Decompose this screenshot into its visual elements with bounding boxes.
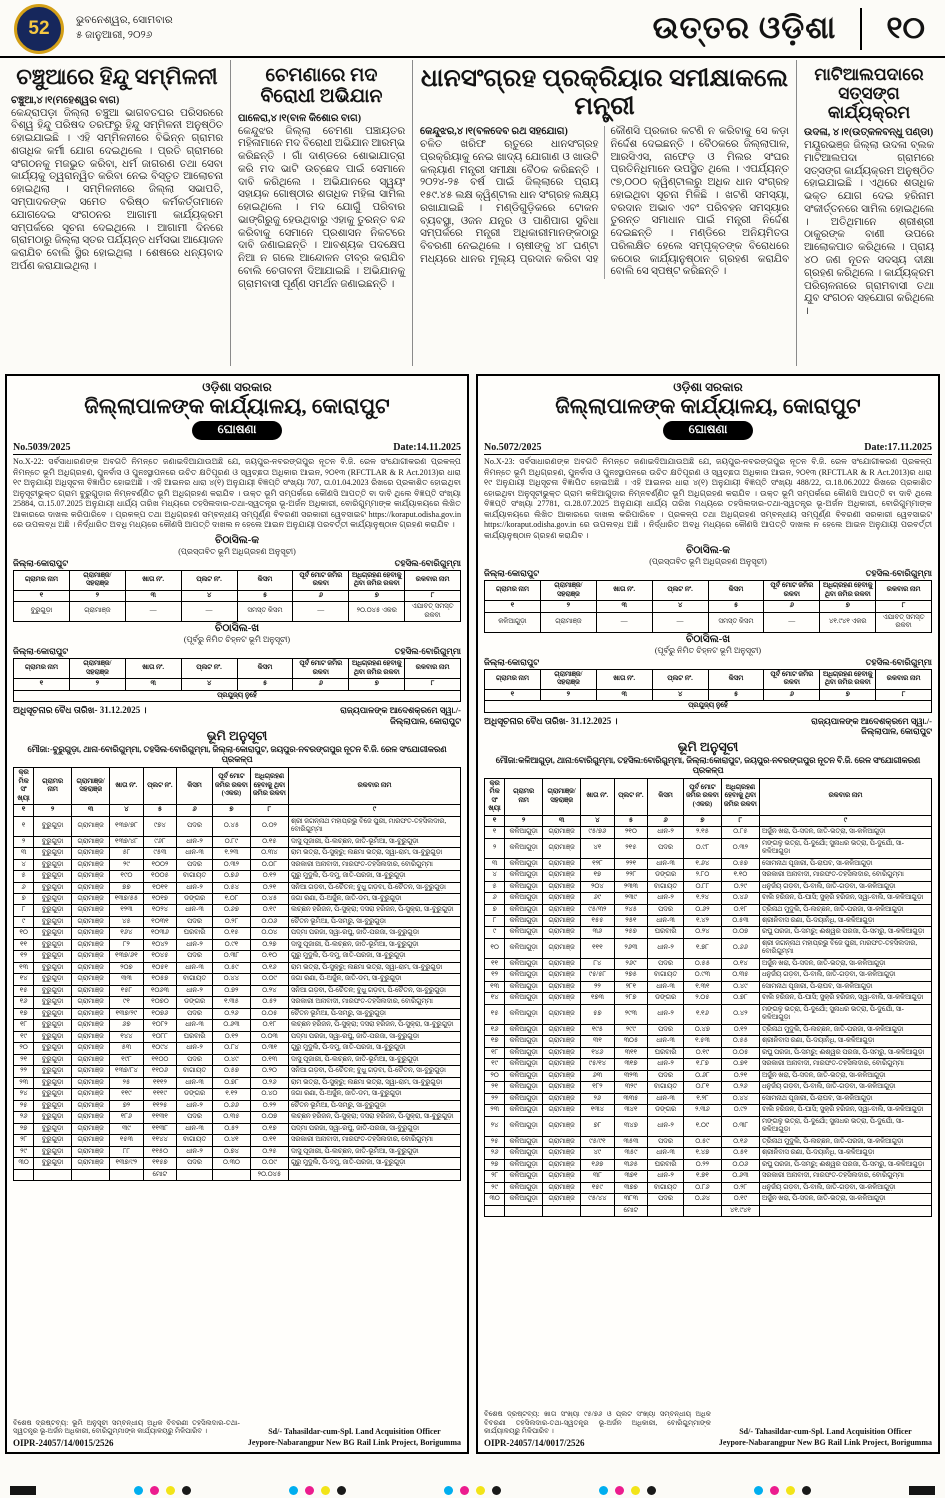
table-row: ୧ ୨ ୩ ୪ ୫ ୬ ୭ ୮ [14, 590, 461, 601]
signature-block [248, 1427, 461, 1448]
table-row: ୨ ବୁରୁଗୁଡ଼ା ଗ୍ରାମାଞ୍ଜ ୧୩୭/୪୮ ୯୬୮ ଧାନ-୨ ୦.୮୯ ୦.୧୫ ଦାସୁ ପୂଜାରୀ, ପି-ଲଚ୍ଛନ, ଜାତି-ଭୂମିଆ, ସା-ବୁରୁଗୁଡ଼ା [14, 836, 461, 847]
land-schedule-title: ଭୂମି ଅନୁସୂଚୀ [206, 729, 268, 744]
table-row: ୨୪ ବୁରୁଗୁଡ଼ା ଗ୍ରାମାଞ୍ଜ ୧୧୯ ୧୧୧୯ ଡଙ୍ଗର ୧.୧୨ ୦.୪୦ ଜଗା ରଣା, ପି-ଅର୍ଜୁନ, ଜାତି-ଡମ, ସା-ବୁରୁଗୁଡ଼ା [14, 1089, 461, 1100]
table-row: ୨୨ କଳିଆଗୁଡ଼ା ଗ୍ରାମାଞ୍ଜ ୨୬ ୩୩୫ ଧାନ-୩ ୧.୨୮ ୦.୪୪ ସୋମନାଥ ପୂଜାରୀ, ପି-ରାଘବ, ସା-କଳିଆଗୁଡ଼ା [485, 1093, 932, 1104]
notice-date: Date:17.11.2025 [864, 442, 932, 454]
order-signature [811, 716, 932, 737]
table-row: ୨୧ ବୁରୁଗୁଡ଼ା ଗ୍ରାମାଞ୍ଜ ୧୯୮ ୧୧୦୦ ପଦର ୦.୪୯ ୦.୧୩ ଦାସୁ ପୂଜାରୀ, ପି-ଲଚ୍ଛନ, ଜାତି-ଭୂମିଆ, ସା-ବୁରୁଗୁଡ଼ା [14, 1054, 461, 1065]
article-body: କେନ୍ଦ୍ରାପଡ଼ା ଜିଲ୍ଲା ଚଞ୍ଚୁଆ ଭାଗବତଘର ପରିସରରେ ବିଶ୍ୱ ହିନ୍ଦୁ ପରିଷଦ ତରଫରୁ ହିନ୍ଦୁ ସମ୍ମିଳନୀ ଅନୁଷ୍ଠିତ ହୋଇଯାଇଛି । ଏହି ସମ୍ମିଳନୀରେ ବିଭିନ୍ନ ଗ୍ରାମର ଶତାଧିକ କର୍ମୀ ଯୋଗ ଦେଇଥିଲେ । ପ୍ରତି ଗ୍ରାମରେ ସଂଗଠନକୁ ମଜଭୁତ କରିବା, ଧର୍ମ ଜାଗରଣ ତଥା ସେବା କାର୍ଯ୍ୟକୁ ତ୍ୱରାନ୍ୱିତ କରିବା ନେଇ ବିସ୍ତୃତ ଆଲୋଚନା ହୋଇଥିଲା । ସମ୍ମିଳନୀରେ ଜିଲ୍ଲା ସଭାପତି, ସମ୍ପାଦକଙ୍କ ସମେତ ବରିଷ୍ଠ କର୍ମକର୍ତ୍ତାମାନେ ଯୋଗଦେଇ ସଂଗଠନର ଆଗାମୀ କାର୍ଯ୍ୟକ୍ରମ ସମ୍ପର୍କରେ ସୂଚନା ଦେଇଥିଲେ । ଆଗାମୀ ଦିନରେ ଗ୍ରାମଠାରୁ ଜିଲ୍ଲା ସ୍ତର ପର୍ଯ୍ୟନ୍ତ ଧର୍ମସଭା ଆୟୋଜନ କରାଯିବ ବୋଲି ସ୍ଥିର ହୋଇଥିଲା । ଶେଷରେ ଧନ୍ୟବାଦ ଅର୍ପଣ କରାଯାଇଥିଲା । [11, 107, 223, 272]
table-row: ଗ୍ରାମର ନାମ ଗ୍ରାମାଞ୍ଜ/ ସହରାଞ୍ଜ ଖାତା ନଂ. ପ୍ଲଟ ନଂ. କିସମ ପୂର୍ବ ମୋଟ ଜମିର ରକବା ଅଧିଗ୍ରହଣ ହେବାକୁ ଥିବା ଜମିର ରକବା ରକବାର ନାମ [14, 570, 461, 590]
land-schedule-table [13, 767, 461, 1181]
table-row: ୧୫ କଳିଆଗୁଡ଼ା ଗ୍ରାମାଞ୍ଜ ୫୭ ୨୯୩ ଧାନ-୨ ୧.୧୬ ୦.୪୨ ମଙ୍ଗଳୁ ଭତ୍ରା, ପି-ଦୁର୍ଯୋ; ସୁନାଧର ଭତ୍ରା, ପି-ଦୁର୍ଯୋ, ସା-କଳିଆଗୁଡ଼ା [485, 1004, 932, 1024]
article-headline: ମାଟିଆଲପଦାରେ ସତ୍ସଙ୍ଗ କାର୍ଯ୍ୟକ୍ରମ [814, 65, 924, 123]
table-row: ୧୦ ବୁରୁଗୁଡ଼ା ଗ୍ରାମାଞ୍ଜ ୧୬୪ ୧୦୩୬ ଘରବାରି ୦.୧୫ ୦.୦୪ ପଦ୍ମା ପରଜା, ସ୍ୱା-ରଘୁ, ଜାତି-ପରଜା, ସା-ବୁରୁଗୁଡ଼ା [14, 928, 461, 939]
article-paddy-review [412, 60, 796, 366]
registration-dot-group [444, 1486, 501, 1495]
oipr-number: OIPR-24057/14/0015/2526 [13, 1438, 114, 1448]
registration-dot-group [134, 1486, 191, 1495]
collector-line: ଜିଲ୍ଲାପାଳ, କୋରାପୁଟ [861, 726, 932, 737]
article-liquor-campaign [230, 60, 412, 366]
table-row: ୨୭ ବୁରୁଗୁଡ଼ା ଗ୍ରାମାଞ୍ଜ ୩୯ ୧୧୩୮ ଧାନ-୩ ୦.୫୨ ୦.୧୭ ପଦ୍ମା ପରଜା, ସ୍ୱା-ରଘୁ, ଜାତି-ପରଜା, ସା-ବୁରୁଗୁଡ଼ା [14, 1123, 461, 1134]
schedule-a-title: ଚିଠାସିଲ-କ [214, 534, 260, 546]
table-row: ୨୯ କଳିଆଗୁଡ଼ା ଗ୍ରାମାଞ୍ଜ ୧୫୯ ୩୭୭ ବାଗାୟତ ୦.୮୬ ୦.୨୮ ଧନୁର୍ଜୟ ଗଡ଼ବା, ପି-ବାଲି, ଜାତି-ଗଡ଼ବା, ସା-କଳିଆଗୁଡ଼ା [485, 1182, 932, 1193]
article-headline: ଧାନସଂଗ୍ରହ ପ୍ରକ୍ରିୟାର ସମୀକ୍ଷାକଲେ ମନ୍ତ୍ରୀ [420, 65, 789, 120]
table-row: ୧୫ ବୁରୁଗୁଡ଼ା ଗ୍ରାମାଞ୍ଜ ୧୫୮ ୧୦୬୩ ଧାନ-୨ ୦.୭୨ ୦.୨୪ ସନିଆ ଗଡ଼ବା, ପି-ଚୈତନ; ବୁଧୁ ଗଡ଼ବା, ପି-ଚୈତନ, ସା-ବୁରୁଗୁଡ଼ା [14, 985, 461, 996]
table-row: ୯ କଳିଆଗୁଡ଼ା ଗ୍ରାମାଞ୍ଜ ୩୬ ୨୫୭ ଘରବାରି ୦.୨୪ ୦.୦୭ ରଘୁ ପରଜା, ପି-ସମରୁ; ଈଶ୍ୱର ପରଜା, ପି-ସମରୁ, ସା-କଳିଆଗୁଡ଼ା [485, 927, 932, 938]
registration-dot [476, 1486, 485, 1495]
table-row: ୨୬ ବୁରୁଗୁଡ଼ା ଗ୍ରାମାଞ୍ଜ ୧୮୬ ୧୧୩୧ ପଦର ୦.୩୫ ୦.୦୭ ଲଚ୍ଛନ ହରିଜନ, ପି-ସୁକ୍ରା; ଦସରା ହରିଜନ, ପି-ସୁକ୍ରା, ସା-ବୁରୁଗୁଡ଼ା [14, 1112, 461, 1123]
schedule-b-title: ଚିଠାସିଲ-ଖ [685, 633, 731, 645]
table-row: ୨୮ କଳିଆଗୁଡ଼ା ଗ୍ରାମାଞ୍ଜ ୩୮ ୩୭୧ ଧାନ-୨ ୧.୭୧ ୦.୬୩ ସରକାରୀ ଅନାବାଦୀ, ମାରଫତ-ତହସିଲଦାର, ବୋରିଗୁମ୍ମା [485, 1171, 932, 1182]
schedule-a-title: ଚିଠାସିଲ-କ [685, 545, 731, 557]
table-row: ୧୪ ବୁରୁଗୁଡ଼ା ଗ୍ରାମାଞ୍ଜ ୩୩ ୧୦୫୭ ବାଗାୟତ ୦.୪୪ ୦.୦୯ ଜଗା ରଣା, ପି-ଅର୍ଜୁନ, ଜାତି-ଡମ, ସା-ବୁରୁଗୁଡ଼ା [14, 974, 461, 985]
table-row: ଗ୍ରାମର ନାମ ଗ୍ରାମାଞ୍ଜ/ ସହରାଞ୍ଜ ଖାତା ନଂ. ପ୍ଲଟ ନଂ. କିସମ ପୂର୍ବ ମୋଟ ଜମିର ରକବା ଅଧିଗ୍ରହଣ ହେବାକୁ ଥିବା ଜମିର ରକବା ରକବାର ନାମ [485, 669, 932, 689]
govt-notice-right [476, 374, 940, 1454]
place-day: ଭୁବନେଶ୍ୱର, ସୋମବାର [76, 15, 173, 27]
sd-officer: Sd/- Tahasildar-cum-Spl. Land Acquisition Officer [268, 1427, 441, 1437]
table-row: ୧ କଳିଆଗୁଡ଼ା ଗ୍ରାମାଞ୍ଜ ୯୫/୭୬ ୨୧୦ ଧାନ-୨ ୨.୧୫ ୦.୮୫ ଅର୍ଜୁନ ଖରା, ପି-ସଦନ, ଜାତି-ଭତ୍ରା, ସା-କଳିଆଗୁଡ଼ା [485, 827, 932, 838]
schedule-b-subtitle: (ପୂର୍ବରୁ ନିମିତ ଚିହ୍ନଟ ଭୂମି ଅନୁସୂଚୀ) [183, 635, 291, 645]
registration-dot-group [599, 1486, 656, 1495]
table-row: ୨୦ କଳିଆଗୁଡ଼ା ଗ୍ରାମାଞ୍ଜ ୬୩ ୩୨୩ ପଦର ୦.୬୮ ୦.୨୧ ଅର୍ଜୁନ ଖରା, ପି-ସଦନ, ଜାତି-ଭତ୍ରା, ସା-କଳିଆଗୁଡ଼ା [485, 1070, 932, 1081]
schedule-b-table [484, 669, 932, 713]
table-row: ୨୧ କଳିଆଗୁଡ଼ା ଗ୍ରାମାଞ୍ଜ ୧୮୨ ୩୨୯ ବାଗାୟତ ୦.୮୧ ୦.୨୬ ଧନୁର୍ଜୟ ଗଡ଼ବା, ପି-ବାଲି, ଜାତି-ଗଡ଼ବା, ସା-କଳିଆଗୁଡ଼ା [485, 1082, 932, 1093]
table-row: ମୋଟ ୪୧.୯୪୧ [485, 1205, 932, 1216]
table-row: ୭ କଳିଆଗୁଡ଼ା ଗ୍ରାମାଞ୍ଜ ୯୫/୩୨ ୨୪୫ ପଦର ୦.୬୨ ୦.୧୮ ତ୍ରିନାଥ ମୁଦୁଲି, ପି-ଲଚ୍ଛନ, ଜାତି-ପରଜା, ସା-କଳିଆଗୁଡ଼ା [485, 904, 932, 915]
registration-dot-group [754, 1486, 811, 1495]
registration-dot [460, 1486, 469, 1495]
office-title: ଜିଲ୍ଲାପାଳଙ୍କ କାର୍ଯ୍ୟାଳୟ, କୋରାପୁଟ [84, 394, 390, 418]
signature-block [719, 1427, 932, 1448]
government-line: ଓଡ଼ିଶା ସରକାର [202, 380, 272, 394]
schedule-b-table [13, 658, 461, 702]
registration-dot [321, 1486, 330, 1495]
table-row: ୬ କଳିଆଗୁଡ଼ା ଗ୍ରାମାଞ୍ଜ ୬୯ ୨୩୯ ଧାନ-୨ ୧.୨୪ ୦.୪୬ ବାଲି ହରିଜନ, ପି-ଘାସି; ସୁକ୍ରି ହରିଜନ, ସ୍ୱା-ବାଲି, ସା-କଳିଆଗୁଡ଼ା [485, 893, 932, 904]
table-row: ୧୧ କଳିଆଗୁଡ଼ା ଗ୍ରାମାଞ୍ଜ ୮୪ ୨୬୯ ପଦର ୦.୫୫ ୦.୧୪ ଅର୍ଜୁନ ଖରା, ପି-ସଦନ, ଜାତି-ଭତ୍ରା, ସା-କଳିଆଗୁଡ଼ା [485, 958, 932, 969]
table-row: କ୍ରମିକ ସଂଖ୍ୟା ଗ୍ରାମର ନାମ ଗ୍ରାମାଞ୍ଜ/ ସହରାଞ୍ଜ ଖାତା ନଂ. ପ୍ଲଟ ନଂ. କିସମ ପୂର୍ବ ମୋଟ ଜମିର ରକବା (ଏକର) ଅଧିଗ୍ରହଣ ହେବାକୁ ଥିବା ଜମିର ରକବା ରକବାର ନାମ [14, 768, 461, 805]
table-row: ୧୪ କଳିଆଗୁଡ଼ା ଗ୍ରାମାଞ୍ଜ ୧୭୩ ୨୮୭ ଡଙ୍ଗର ୨.୦୫ ୦.୭୮ ବାଲି ହରିଜନ, ପି-ଘାସି; ସୁକ୍ରି ହରିଜନ, ସ୍ୱା-ବାଲି, ସା-କଳିଆଗୁଡ଼ା [485, 993, 932, 1004]
article-byline: ପାଳେରା,୪।୧(ବାଳ କିଶୋର ବାଗ) [238, 112, 362, 124]
tahasil-label: ତହସିଲ-ବୋରିଗୁମ୍ମା [394, 557, 461, 568]
table-row: ୯ ବୁରୁଗୁଡ଼ା ଗ୍ରାମାଞ୍ଜ ୪୫ ୧୦୩୧ ପଦର ୦.୨୮ ୦.୦୬ ଚୈତନ ଭୂମିଆ, ପି-ସମରୁ, ସା-ବୁରୁଗୁଡ଼ା [14, 916, 461, 927]
sd-officer: Sd/- Tahasildar-cum-Spl. Land Acquisition Officer [739, 1427, 912, 1437]
schedule-b-title: ଚିଠାସିଲ-ଖ [214, 623, 260, 635]
table-row: ୭ ବୁରୁଗୁଡ଼ା ଗ୍ରାମାଞ୍ଜ ୧୩୭/୫୫ ୧୦୧୭ ଡଙ୍ଗର ୧.୦୮ ୦.୪୫ ଜଗା ରଣା, ପି-ଅର୍ଜୁନ, ଜାତି-ଡମ, ସା-ବୁରୁଗୁଡ଼ା [14, 893, 461, 904]
order-line: ରାଜ୍ୟପାଳଙ୍କ ଆଦେଶକ୍ରମେ ସ୍ୱା./- [811, 715, 932, 726]
registration-dot [615, 1486, 624, 1495]
registration-dot-group [289, 1486, 346, 1495]
registration-dot [770, 1486, 779, 1495]
table-row: ୩୦ କଳିଆଗୁଡ଼ା ଗ୍ରାମାଞ୍ଜ ୯୫/୪୪ ୩୮୩ ପଦର ୦.୬୪ ୦.୧୯ ଅର୍ଜୁନ ଖରା, ପି-ସଦନ, ଜାତି-ଭତ୍ରା, ସା-କଳିଆଗୁଡ଼ା [485, 1194, 932, 1205]
land-schedule-title: ଭୂମି ଅନୁସୂଚୀ [677, 739, 739, 754]
registration-bar [909, 1486, 935, 1495]
table-row: ୫ ବୁରୁଗୁଡ଼ା ଗ୍ରାମାଞ୍ଜ ୧୯୦ ୧୦୦୫ ବାଗାୟତ ୦.୭୬ ୦.୧୨ ଗୁରୁ ମୁଦୁଲି, ପି-ଦମୁ, ଜାତି-ପରଜା, ସା-ବୁରୁଗୁଡ଼ା [14, 871, 461, 882]
article-body: ଚଳିତ ଖରିଫ ଋତୁରେ ଧାନସଂଗ୍ରହ ପ୍ରକ୍ରିୟାକୁ ନେଇ ଖାଦ୍ୟ ଯୋଗାଣ ଓ ଖାଉଟି କଲ୍ୟାଣ ମନ୍ତ୍ରୀ ସମୀକ୍ଷା ବୈଠକ କରିଛନ୍ତି । ୨୦୨୪-୨୫ ବର୍ଷ ପାଇଁ ଜିଲ୍ଲାରେ ପ୍ରାୟ ୧୫୯.୪୫ ଲକ୍ଷ କ୍ୱିଣ୍ଟାଲ ଧାନ ସଂଗ୍ରହ ଲକ୍ଷ୍ୟ ରଖାଯାଇଛି । ମଣ୍ଡିଗୁଡ଼ିକରେ ଟୋକନ ବ୍ୟବସ୍ଥା, ଓଜନ ଯନ୍ତ୍ର ଓ ପାଣିପାଗ ସୁବିଧା ସମ୍ପର୍କରେ ମନ୍ତ୍ରୀ ଅଧିକାରୀମାନଙ୍କଠାରୁ ବିବରଣୀ ନେଇଥିଲେ । ଚାଷୀଙ୍କୁ ୪୮ ଘଣ୍ଟା ମଧ୍ୟରେ ଧାନର ମୂଲ୍ୟ ପ୍ରଦାନ କରିବା ସହ କୌଣସି ପ୍ରକାର କଟଣି ନ କରିବାକୁ ସେ କଡ଼ା ନିର୍ଦ୍ଦେଶ ଦେଇଛନ୍ତି । ବୈଠକରେ ଜିଲ୍ଲାପାଳ, ଆରସିଏସ, ନାଫେଡ଼ ଓ ମିଲର ସଂଘର ପ୍ରତିନିଧିମାନେ ଉପସ୍ଥିତ ଥିଲେ । ଏପର୍ଯ୍ୟନ୍ତ ୯୭,୦୦୦ କ୍ୱିଣ୍ଟାଲରୁ ଅଧିକ ଧାନ ସଂଗ୍ରହ ହୋଇଥିବା ସୂଚନା ମିଳିଛି । ଖଟଣି ସମସ୍ୟା, ବରଦାନ ଅଭାବ ଏବଂ ପରିବହନ ସମସ୍ୟାର ତୁରନ୍ତ ସମାଧାନ ପାଇଁ ମନ୍ତ୍ରୀ ନିର୍ଦ୍ଦେଶ ଦେଇଛନ୍ତି । ମଣ୍ଡିରେ ଅନିୟମିତତା ପରିଲକ୍ଷିତ ହେଲେ ସମ୍ପୃକ୍ତଙ୍କ ବିରୋଧରେ କଠୋର କାର୍ଯ୍ୟାନୁଷ୍ଠାନ ଗ୍ରହଣ କରାଯିବ ବୋଲି ସେ ସ୍ପଷ୍ଟ କରିଛନ୍ତି । [420, 126, 789, 278]
notice-body: No.X-22: ସର୍ବସାଧାରଣଙ୍କ ଅବଗତି ନିମନ୍ତେ ଜଣାଇଦିଆଯାଉଅଛି ଯେ, ଜୟପୁର-ନବରଙ୍ଗପୁର ନୂତନ ବି.ଜି. ରେଳ ସଂଯୋଗୀକରଣ ପ୍ରକଳ୍ପ ନିମନ୍ତେ ଭୂମି ଅଧିଗ୍ରହଣ, ପୁନର୍ବାସ ଓ ପୁନଃସ୍ଥାପନରେ ଉଚିତ କ୍ଷତିପୂରଣ ଓ ସ୍ୱଚ୍ଛତା ଅଧିକାର ଆଇନ, ୨୦୧୩ (RFCTLAR & R Act.2013)ର ଧାରା ୧୯ ଅନୁଯାୟୀ ଅଧିସୂଚନା ବିଜ୍ଞାପିତ ହୋଇଅଛି । ଏହି ଆଇନର ଧାରା ୪(୧) ଅନୁଯାୟୀ ବିଜ୍ଞପ୍ତି ସଂଖ୍ୟା 707, ତା.01.04.2023 ରିଖରେ ପ୍ରକାଶିତ ହୋଇଥିବା ଅନୁସୂଚୀଭୁକ୍ତ ଗ୍ରାମ ବୁରୁଗୁଡ଼ାର ନିମ୍ନବର୍ଣ୍ଣିତ ଭୂମି ଅଧିଗ୍ରହଣ କରାଯିବ । ଉକ୍ତ ଭୂମି ସମ୍ପର୍କରେ କୌଣସି ଆପତ୍ତି ବା ଦାବି ଥିଲେ ବିଜ୍ଞପ୍ତି ସଂଖ୍ୟା 25884, ତା.15.07.2025 ଅନୁଯାୟୀ ଧାର୍ଯ୍ୟ ତାରିଖ ମଧ୍ୟରେ ତହସିଲଦାର-ତଥା-ସ୍ୱତନ୍ତ୍ର ଭୂ-ଅର୍ଜନ ଅଧିକାରୀ, ବୋରିଗୁମ୍ମାଙ୍କ କାର୍ଯ୍ୟାଳୟରେ ଲିଖିତ ଆକାରରେ ଦାଖଲ କରିପାରିବେ । ପ୍ରକଳ୍ପ ତଥା ଅଧିଗ୍ରହଣ ସମ୍ବନ୍ଧୀୟ ସମ୍ପୂର୍ଣ୍ଣ ବିବରଣୀ ସରକାରୀ ୱେବସାଇଟ https://koraput.odisha.gov.in ରେ ଉପଲବ୍ଧ ଅଛି । ନିର୍ଦ୍ଧାରିତ ଅବଧି ମଧ୍ୟରେ କୌଣସି ଆପତ୍ତି ଦାଖଲ ନ ହେଲେ ଆଇନ ଅନୁଯାୟୀ ପରବର୍ତ୍ତୀ କାର୍ଯ୍ୟାନୁଷ୍ଠାନ ଗ୍ରହଣ କରାଯିବ । [13, 457, 461, 530]
table-row: ପ୍ରଯୁଜ୍ୟ ନୁହେଁ [14, 690, 461, 701]
table-row: ୧୯ ବୁରୁଗୁଡ଼ା ଗ୍ରାମାଞ୍ଜ ୧୪୪ ୧୦୮୮ ଘରବାରି ୦.୧୨ ୦.୦୩ ପଦ୍ମା ପରଜା, ସ୍ୱା-ରଘୁ, ଜାତି-ପରଜା, ସା-ବୁରୁଗୁଡ଼ା [14, 1031, 461, 1042]
registration-dot [289, 1486, 298, 1495]
registration-dot [802, 1486, 811, 1495]
government-line: ଓଡ଼ିଶା ସରକାର [673, 380, 743, 394]
table-row: ୮ ବୁରୁଗୁଡ଼ା ଗ୍ରାମାଞ୍ଜ ୧୨୩ ୧୦୨୪ ଧାନ-୩ ୦.୬୭ ୦.୧୯ ଲଚ୍ଛନ ହରିଜନ, ପି-ସୁକ୍ରା; ଦସରା ହରିଜନ, ପି-ସୁକ୍ରା, ସା-ବୁରୁଗୁଡ଼ା [14, 905, 461, 916]
table-row: ବୁରୁଗୁଡ଼ା ଗ୍ରାମାଞ୍ଜ — — ସମସ୍ତ କିସମ — ୨୦.୦୪୫ ଏକର ଏଯାବତ୍ ସମସ୍ତ ରକବା [14, 602, 461, 622]
mouza-line: ମୌଜା:କଳିଆଗୁଡ଼ା, ଥାନା:ବୋରିଗୁମ୍ମା, ତହସିଲ:ବୋରିଗୁମ୍ମା, ଜିଲ୍ଲା:କୋରାପୁଟ, ଜୟପୁର-ନବରଙ୍ଗପୁର ନୂତନ ବି.ଜି. ରେଳ ସଂଯୋଗୀକରଣ ପ୍ରକଳ୍ପ [495, 755, 921, 775]
registration-dot [631, 1486, 640, 1495]
land-schedule-table [484, 778, 932, 1217]
registration-dot [166, 1486, 175, 1495]
mouza-line: ମୌଜା:-ବୁରୁଗୁଡ଼ା, ଥାନା-ବୋରିଗୁମ୍ମା, ତହସିଲ-ବୋରିଗୁମ୍ମା, ଜିଲ୍ଲା-କୋରାପୁଟ, ଜୟପୁର-ନବରଙ୍ଗପୁର ନୂତନ ବି.ଜି. ରେଳ ସଂଯୋଗୀକରଣ ପ୍ରକଳ୍ପ [27, 745, 447, 765]
table-row: ୫ କଳିଆଗୁଡ଼ା ଗ୍ରାମାଞ୍ଜ ୨୦୪ ୨୩୩ ବାଗାୟତ ୦.୮୮ ୦.୨୯ ଧନୁର୍ଜୟ ଗଡ଼ବା, ପି-ବାଲି, ଜାତି-ଗଡ଼ବା, ସା-କଳିଆଗୁଡ଼ା [485, 881, 932, 892]
registration-bar [10, 1486, 36, 1495]
tahasil-label: ତହସିଲ-ବୋରିଗୁମ୍ମା [394, 646, 461, 657]
masthead-divider [860, 8, 862, 50]
table-row: ୧୨ ବୁରୁଗୁଡ଼ା ଗ୍ରାମାଞ୍ଜ ୧୩୭/୬୧ ୧୦୪୫ ପଦର ୦.୩୮ ୦.୧୦ ଗୁରୁ ମୁଦୁଲି, ପି-ଦମୁ, ଜାତି-ପରଜା, ସା-ବୁରୁଗୁଡ଼ା [14, 951, 461, 962]
table-row: ୧୬ ବୁରୁଗୁଡ଼ା ଗ୍ରାମାଞ୍ଜ ୯୧ ୧୦୭୦ ଡଙ୍ଗର ୧.୩୫ ୦.୫୨ ସରକାରୀ ଅନାବାଦୀ, ମାରଫତ-ତହସିଲଦାର, ବୋରିଗୁମ୍ମା [14, 997, 461, 1008]
govt-notice-left [5, 374, 469, 1454]
table-row: ୮ କଳିଆଗୁଡ଼ା ଗ୍ରାମାଞ୍ଜ ୧୫୫ ୨୫୧ ଧାନ-୩ ୧.୪୨ ୦.୫୩ ଶ୍ରୀନିବାସ ରଣା, ପି-ଦୟାନିଧି, ସା-କଳିଆଗୁଡ଼ା [485, 915, 932, 926]
print-registration-marks [0, 1486, 945, 1495]
table-row: ୧୩ କଳିଆଗୁଡ଼ା ଗ୍ରାମାଞ୍ଜ ୨୨ ୨୮୧ ଧାନ-୩ ୧.୩୧ ୦.୪୯ ସୋମନାଥ ପୂଜାରୀ, ପି-ରାଘବ, ସା-କଳିଆଗୁଡ଼ା [485, 981, 932, 992]
table-row: ଗ୍ରାମର ନାମ ଗ୍ରାମାଞ୍ଜ/ ସହରାଞ୍ଜ ଖାତା ନଂ. ପ୍ଲଟ ନଂ. କିସମ ପୂର୍ବ ମୋଟ ଜମିର ରକବା ଅଧିଗ୍ରହଣ ହେବାକୁ ଥିବା ଜମିର ରକବା ରକବାର ନାମ [14, 659, 461, 679]
notice-number: No.5039/2025 [13, 442, 71, 454]
schedule-a-table [13, 570, 461, 622]
paper-name: ଉତ୍ତର ଓଡ଼ିଶା [652, 10, 837, 45]
table-row: ୧ ୨ ୩ ୪ ୫ ୬ ୭ ୮ [14, 679, 461, 690]
order-line: ରାଜ୍ୟପାଳଙ୍କ ଆଦେଶକ୍ରମେ ସ୍ୱା./- [340, 705, 461, 716]
registration-dot [134, 1486, 143, 1495]
article-byline: ଚଞ୍ଚୁଆ,୪।୧(ମହେଶ୍ୱର ବାଗ) [11, 94, 120, 106]
table-row: କ୍ରମିକ ସଂଖ୍ୟା ଗ୍ରାମର ନାମ ଗ୍ରାମାଞ୍ଜ/ ସହରାଞ୍ଜ ଖାତା ନଂ. ପ୍ଲଟ ନଂ. କିସମ ପୂର୍ବ ମୋଟ ଜମିର ରକବା (ଏକର) ଅଧିଗ୍ରହଣ ହେବାକୁ ଥିବା ଜମିର ରକବା ରକବାର ନାମ [485, 778, 932, 815]
schedule-b-subtitle: (ପୂର୍ବରୁ ନିମିତ ଚିହ୍ନଟ ଭୂମି ଅନୁସୂଚୀ) [654, 645, 762, 655]
registration-dot [647, 1486, 656, 1495]
schedule-a-table [484, 580, 932, 632]
district-label: ଜିଲ୍ଲା-କୋରାପୁଟ [484, 568, 540, 579]
validity-date: ଅଧିସୂଚନାର ବୈଧ ତାରିଖ- 31.12.2025 । [484, 715, 618, 726]
table-row: ମୋଟ ୨୦.୦୪୫ [14, 1169, 461, 1180]
registration-dot [444, 1486, 453, 1495]
table-row: ୧୨ କଳିଆଗୁଡ଼ା ଗ୍ରାମାଞ୍ଜ ୯୫/୫୮ ୨୭୫ ବାଗାୟତ ୦.୯୩ ୦.୩୫ ଧନୁର୍ଜୟ ଗଡ଼ବା, ପି-ବାଲି, ଜାତି-ଗଡ଼ବା, ସା-କଳିଆଗୁଡ଼ା [485, 970, 932, 981]
table-row: ୨୮ ବୁରୁଗୁଡ଼ା ଗ୍ରାମାଞ୍ଜ ୧୫୩ ୧୧୪୪ ବାଗାୟତ ୦.୪୧ ୦.୧୧ ସରକାରୀ ଅନାବାଦୀ, ମାରଫତ-ତହସିଲଦାର, ବୋରିଗୁମ୍ମା [14, 1135, 461, 1146]
page-number: ୧୦ [886, 10, 925, 45]
validity-date: ଅଧିସୂଚନାର ବୈଧ ତାରିଖ- 31.12.2025 । [13, 705, 147, 716]
table-row: ୧୯ କଳିଆଗୁଡ଼ା ଗ୍ରାମାଞ୍ଜ ୯୫/୧୪ ୩୧୭ ଧାନ-୨ ୧.୮୭ ୦.୭୧ ସରକାରୀ ଅନାବାଦୀ, ମାରଫତ-ତହସିଲଦାର, ବୋରିଗୁମ୍ମା [485, 1059, 932, 1070]
table-row: ୨୫ କଳିଆଗୁଡ଼ା ଗ୍ରାମାଞ୍ଜ ୯୫/୯୧ ୩୫୩ ପଦର ୦.୫୯ ୦.୧୬ ତ୍ରିନାଥ ମୁଦୁଲି, ପି-ଲଚ୍ଛନ, ଜାତି-ପରଜା, ସା-କଳିଆଗୁଡ଼ା [485, 1136, 932, 1147]
schedule-a-subtitle: (ପ୍ରସ୍ତାବିତ ଭୂମି ଅଧିଗ୍ରହଣ ଅନୁସୂଚୀ) [649, 557, 767, 567]
collector-line: ଜିଲ୍ଲାପାଳ, କୋରାପୁଟ [390, 715, 461, 726]
table-row: ୨୦ ବୁରୁଗୁଡ଼ା ଗ୍ରାମାଞ୍ଜ ୫୩ ୧୦୯୪ ଧାନ-୨ ୦.୮୪ ୦.୩୧ ଗୁରୁ ମୁଦୁଲି, ପି-ଦମୁ, ଜାତି-ପରଜା, ସା-ବୁରୁଗୁଡ଼ା [14, 1043, 461, 1054]
table-row: ୨୬ କଳିଆଗୁଡ଼ା ଗ୍ରାମାଞ୍ଜ ୪୯ ୩୫୯ ଧାନ-୩ ୧.୪୭ ୦.୫୧ ଶ୍ରୀନିବାସ ରଣା, ପି-ଦୟାନିଧି, ସା-କଳିଆଗୁଡ଼ା [485, 1148, 932, 1159]
table-row: ୬ ବୁରୁଗୁଡ଼ା ଗ୍ରାମାଞ୍ଜ ୭୭ ୧୦୧୧ ଧାନ-୨ ୦.୫୪ ୦.୨୧ ସନିଆ ଗଡ଼ବା, ପି-ଚୈତନ; ବୁଧୁ ଗଡ଼ବା, ପି-ଚୈତନ, ସା-ବୁରୁଗୁଡ଼ା [14, 882, 461, 893]
table-row: ୧୮ ବୁରୁଗୁଡ଼ା ଗ୍ରାମାଞ୍ଜ ୬୭ ୧୦୮୨ ଧାନ-୩ ୦.୬୩ ୦.୧୮ ଲଚ୍ଛନ ହରିଜନ, ପି-ସୁକ୍ରା; ଦସରା ହରିଜନ, ପି-ସୁକ୍ରା, ସା-ବୁରୁଗୁଡ଼ା [14, 1020, 461, 1031]
announcement-badge: ଘୋଷଣା [663, 421, 754, 440]
district-label: ଜିଲ୍ଲା-କୋରାପୁଟ [13, 646, 69, 657]
notices-section [0, 368, 945, 1454]
notice-body: No.X-23: ସର୍ବସାଧାରଣଙ୍କ ଅବଗତି ନିମନ୍ତେ ଜଣାଇଦିଆଯାଉଅଛି ଯେ, ଜୟପୁର-ନବରଙ୍ଗପୁର ନୂତନ ବି.ଜି. ରେଳ ସଂଯୋଗୀକରଣ ପ୍ରକଳ୍ପ ନିମନ୍ତେ ଭୂମି ଅଧିଗ୍ରହଣ, ପୁନର୍ବାସ ଓ ପୁନଃସ୍ଥାପନରେ ଉଚିତ କ୍ଷତିପୂରଣ ଓ ସ୍ୱଚ୍ଛତା ଅଧିକାର ଆଇନ, ୨୦୧୩ (RFCTLAR & R Act.2013)ର ଧାରା ୧୯ ଅନୁଯାୟୀ ଅଧିସୂଚନା ବିଜ୍ଞାପିତ ହୋଇଅଛି । ଏହି ଆଇନର ଧାରା ୪(୧) ଅନୁଯାୟୀ ବିଜ୍ଞପ୍ତି ସଂଖ୍ୟା 488/22, ତା.18.06.2022 ରିଖରେ ପ୍ରକାଶିତ ହୋଇଥିବା ଅନୁସୂଚୀଭୁକ୍ତ ଗ୍ରାମ କଳିଆଗୁଡ଼ାର ନିମ୍ନବର୍ଣ୍ଣିତ ଭୂମି ଅଧିଗ୍ରହଣ କରାଯିବ । ଉକ୍ତ ଭୂମି ସମ୍ପର୍କରେ କୌଣସି ଆପତ୍ତି ବା ଦାବି ଥିଲେ ବିଜ୍ଞପ୍ତି ସଂଖ୍ୟା 27781, ତା.28.07.2025 ଅନୁଯାୟୀ ଧାର୍ଯ୍ୟ ତାରିଖ ମଧ୍ୟରେ ତହସିଲଦାର-ତଥା-ସ୍ୱତନ୍ତ୍ର ଭୂ-ଅର୍ଜନ ଅଧିକାରୀ, ବୋରିଗୁମ୍ମାଙ୍କ କାର୍ଯ୍ୟାଳୟରେ ଲିଖିତ ଆକାରରେ ଦାଖଲ କରିପାରିବେ । ପ୍ରକଳ୍ପ ତଥା ଅଧିଗ୍ରହଣ ସମ୍ବନ୍ଧୀୟ ସମ୍ପୂର୍ଣ୍ଣ ବିବରଣୀ ସରକାରୀ ୱେବସାଇଟ https://koraput.odisha.gov.in ରେ ଉପଲବ୍ଧ ଅଛି । ନିର୍ଦ୍ଧାରିତ ଅବଧି ମଧ୍ୟରେ କୌଣସି ଆପତ୍ତି ଦାଖଲ ନ ହେଲେ ଆଇନ ଅନୁଯାୟୀ ପରବର୍ତ୍ତୀ କାର୍ଯ୍ୟାନୁଷ୍ଠାନ ଗ୍ରହଣ କରାଯିବ । [484, 457, 932, 540]
table-row: ୨୨ ବୁରୁଗୁଡ଼ା ଗ୍ରାମାଞ୍ଜ ୧୩୭/୮୪ ୧୧୦୬ ବାଗାୟତ ୦.୫୭ ୦.୨୦ ସନିଆ ଗଡ଼ବା, ପି-ଚୈତନ; ବୁଧୁ ଗଡ଼ବା, ପି-ଚୈତନ, ସା-ବୁରୁଗୁଡ଼ା [14, 1066, 461, 1077]
registration-dot [182, 1486, 191, 1495]
article-byline: କେନ୍ଦୁଝର,୪।୧(ବଳଦେବ ରଥ ସହଯୋଗ) [420, 126, 568, 137]
tahasil-label: ତହସିଲ-ବୋରିଗୁମ୍ମା [865, 656, 932, 667]
table-row: ୨୩ କଳିଆଗୁଡ଼ା ଗ୍ରାମାଞ୍ଜ ୧୩୪ ୩୪୧ ଡଙ୍ଗର ୨.୩୬ ୦.୯୨ ବାଲି ହରିଜନ, ପି-ଘାସି; ସୁକ୍ରି ହରିଜନ, ସ୍ୱା-ବାଲି, ସା-କଳିଆଗୁଡ଼ା [485, 1105, 932, 1116]
table-row: ୧ ୨ ୩ ୪ ୫ ୬ ୭ ୮ [485, 689, 932, 700]
tahasil-label: ତହସିଲ-ବୋରିଗୁମ୍ମା [865, 568, 932, 579]
table-row: ୧୦ କଳିଆଗୁଡ଼ା ଗ୍ରାମାଞ୍ଜ ୧୧୧ ୨୬୩ ଧାନ-୨ ୧.୭୮ ୦.୬୬ ଶ୍ରୀ ଜଗନ୍ନାଥ ମହାପ୍ରଭୁ ବିଜେ ପୁରୀ, ମାରଫତ-ତହସିଲଦାର, ବୋରିଗୁମ୍ମା [485, 938, 932, 958]
notice-date: Date:14.11.2025 [393, 442, 461, 454]
table-row: ୨ କଳିଆଗୁଡ଼ା ଗ୍ରାମାଞ୍ଜ ୪୧ ୨୧୫ ପଦର ୦.୯୮ ୦.୩୨ ମଙ୍ଗଳୁ ଭତ୍ରା, ପି-ଦୁର୍ଯୋ; ସୁନାଧର ଭତ୍ରା, ପି-ଦୁର୍ଯୋ, ସା-କଳିଆଗୁଡ଼ା [485, 838, 932, 858]
registration-dot [150, 1486, 159, 1495]
table-row: ୧ ୨ ୩ ୪ ୫ ୬ ୭ ୮ [485, 601, 932, 612]
registration-dot [786, 1486, 795, 1495]
table-row: ୩ ବୁରୁଗୁଡ଼ା ଗ୍ରାମାଞ୍ଜ ୫୮ ୯୫୩ ଧାନ-୩ ୧.୨୩ ୦.୩୪ ରାମ ଭତ୍ରା, ପି-ସୁକ୍ରୁ; ଲଛମା ଭତ୍ରା, ସ୍ୱା-ରାମ, ସା-ବୁରୁଗୁଡ଼ା [14, 848, 461, 859]
article-body: କେନ୍ଦୁଝର ଜିଲ୍ଲା ଚେମଣା ପଞ୍ଚାୟତର ମହିଳାମାନେ ମଦ ବିରୋଧୀ ଅଭିଯାନ ଆରମ୍ଭ କରିଛନ୍ତି । ଗାଁ ଦାଣ୍ଡରେ ଶୋଭାଯାତ୍ରା କରି ମଦ ଭାଟି ଉଚ୍ଛେଦ ପାଇଁ ସେମାନେ ଦାବି କରିଥିଲେ । ଅଭିଯାନରେ ସ୍ୱୟଂ ସହାୟକ ଗୋଷ୍ଠୀର ଶତାଧିକ ମହିଳା ସାମିଲ ହୋଇଥିଲେ । ମଦ ଯୋଗୁଁ ପରିବାର ଭାଙ୍ଗିରୁଜୁ ହେଉଥିବାରୁ ଏହାକୁ ତୁରନ୍ତ ବନ୍ଦ କରିବାକୁ ସେମାନେ ପ୍ରଶାସନ ନିକଟରେ ଦାବି ଜଣାଇଛନ୍ତି । ଆବଶ୍ୟକ ପଦକ୍ଷେପ ନିଆ ନ ଗଲେ ଆନ୍ଦୋଳନ ତୀବ୍ର କରାଯିବ ବୋଲି ଚେତାବନୀ ଦିଆଯାଇଛି । ଅଭିଯାନକୁ ଗ୍ରାମବାସୀ ପୂର୍ଣ୍ଣ ସମର୍ଥନ ଜଣାଇଛନ୍ତି । [238, 125, 405, 290]
article-satsang [796, 60, 941, 366]
article-body: ମୟୂରଭଞ୍ଜ ଜିଲ୍ଲା ଉଦଳା ବ୍ଲକ ମାଟିଆଲପଦା ଗ୍ରାମରେ ସତ୍ସଙ୍ଗ କାର୍ଯ୍ୟକ୍ରମ ଅନୁଷ୍ଠିତ ହୋଇଯାଇଛି । ଏଥିରେ ଶତାଧିକ ଭକ୍ତ ଯୋଗ ଦେଇ ହରିନାମ ସଂକୀର୍ତ୍ତନରେ ସାମିଲ ହୋଇଥିଲେ । ଅତିଥିମାନେ ଶ୍ରୀଶ୍ରୀ ଠାକୁରଙ୍କ ବାଣୀ ଉପରେ ଆଲୋକପାତ କରିଥିଲେ । ପ୍ରାୟ ୪୦ ଜଣ ନୂତନ ସଦସ୍ୟ ଦୀକ୍ଷା ଗ୍ରହଣ କରିଥିଲେ । କାର୍ଯ୍ୟକ୍ରମ ପରିଚାଳନାରେ ଗ୍ରାମବାସୀ ତଥା ଯୁବ ସଂଗଠନ ସହଯୋଗ କରିଥିଲେ । [804, 140, 934, 318]
sd-project: Jeypore-Nabarangpur New BG Rail Link Project, Borigumma [247, 1437, 461, 1447]
district-label: ଜିଲ୍ଲା-କୋରାପୁଟ [13, 557, 69, 568]
table-row: ପ୍ରଯୁଜ୍ୟ ନୁହେଁ [485, 701, 932, 712]
announcement-badge: ଘୋଷଣା [192, 421, 283, 440]
table-row: ୨୯ ବୁରୁଗୁଡ଼ା ଗ୍ରାମାଞ୍ଜ ୮୮ ୧୧୫୦ ଧାନ-୨ ୦.୭୪ ୦.୨୫ ଦାସୁ ପୂଜାରୀ, ପି-ଲଚ୍ଛନ, ଜାତି-ଭୂମିଆ, ସା-ବୁରୁଗୁଡ଼ା [14, 1146, 461, 1157]
oipr-number: OIPR-24057/14/0017/2526 [484, 1438, 585, 1448]
article-byline: ଉଦଳା, ୪।୧(ଉତ୍କଳବନ୍ଧୁ ପଣ୍ଡା) [804, 127, 934, 139]
table-row: ୧୭ ବୁରୁଗୁଡ଼ା ଗ୍ରାମାଞ୍ଜ ୧୩୭/୨୯ ୧୦୭୬ ପଦର ୦.୨୬ ୦.୦୫ ଚୈତନ ଭୂମିଆ, ପି-ସମରୁ, ସା-ବୁରୁଗୁଡ଼ା [14, 1008, 461, 1019]
table-row: ୩୦ ବୁରୁଗୁଡ଼ା ଗ୍ରାମାଞ୍ଜ ୧୩୭/୯୨ ୧୧୫୭ ପଦର ୦.୩୦ ୦.୦୯ ଗୁରୁ ମୁଦୁଲି, ପି-ଦମୁ, ଜାତି-ପରଜା, ସା-ବୁରୁଗୁଡ଼ା [14, 1158, 461, 1169]
masthead [0, 0, 945, 58]
registration-dot [305, 1486, 314, 1495]
article-headline: ଚେମଣାରେ ମଦ ବିରୋଧୀ ଅଭିଯାନ [260, 65, 383, 108]
articles-section [0, 58, 945, 368]
notice-number: No.5072/2025 [484, 442, 542, 454]
logo-number: 52 [28, 17, 50, 39]
district-label: ଜିଲ୍ଲା-କୋରାପୁଟ [484, 656, 540, 667]
table-row: ୩ କଳିଆଗୁଡ଼ା ଗ୍ରାମାଞ୍ଜ ୧୨୮ ୨୨୧ ଧାନ-୩ ୧.୬୪ ୦.୫୭ ସୋମନାଥ ପୂଜାରୀ, ପି-ରାଘବ, ସା-କଳିଆଗୁଡ଼ା [485, 858, 932, 869]
registration-dot [599, 1486, 608, 1495]
issue-date: ୫ ଜାନୁଆରୀ, ୨୦୨୬ [76, 29, 153, 41]
table-row: ୧୬ କଳିଆଗୁଡ଼ା ଗ୍ରାମାଞ୍ଜ ୧୯୫ ୨୯୯ ପଦର ୦.୪୭ ୦.୧୨ ତ୍ରିନାଥ ମୁଦୁଲି, ପି-ଲଚ୍ଛନ, ଜାତି-ପରଜା, ସା-କଳିଆଗୁଡ଼ା [485, 1024, 932, 1035]
table-row: ୧ ୨ ୩ ୪ ୫ ୬ ୭ ୮ ୯ [14, 805, 461, 816]
table-row: ୧ ବୁରୁଗୁଡ଼ା ଗ୍ରାମାଞ୍ଜ ୧୩୭/୭୮ ୯୭୪ ପଦର ୦.୪୫ ୦.୦୨ ଶ୍ରୀ ଜଗନ୍ନାଥ ମହାପ୍ରଭୁ ବିଜେ ପୁରୀ, ମାରଫତ-ତହସିଲଦାର, ବୋରିଗୁମ୍ମା [14, 816, 461, 836]
table-row: ୨୭ କଳିଆଗୁଡ଼ା ଗ୍ରାମାଞ୍ଜ ୧୬୭ ୩୬୫ ଘରବାରି ୦.୨୨ ୦.୦୬ ରଘୁ ପରଜା, ପି-ସମରୁ; ଈଶ୍ୱର ପରଜା, ପି-ସମରୁ, ସା-କଳିଆଗୁଡ଼ା [485, 1159, 932, 1170]
table-row: ୪ କଳିଆଗୁଡ଼ା ଗ୍ରାମାଞ୍ଜ ୧୭ ୨୨୮ ଡଙ୍ଗର ୨.୮୦ ୧.୧୦ ସରକାରୀ ଅନାବାଦୀ, ମାରଫତ-ତହସିଲଦାର, ବୋରିଗୁମ୍ମା [485, 870, 932, 881]
table-row: ୧ ୨ ୩ ୪ ୫ ୬ ୭ ୮ ୯ [485, 815, 932, 826]
sd-project: Jeypore-Nabarangpur New BG Rail Link Project, Borigumma [718, 1437, 932, 1447]
registration-dot [492, 1486, 501, 1495]
dateline [76, 14, 173, 42]
notice-footnote: ବିଶେଷ ଦ୍ରଷ୍ଟବ୍ୟ: ଖାତା ସଂଖ୍ୟା ୯୫/୭୬ ଓ ପ୍ଲଟ ସଂଖ୍ୟା ସମ୍ବନ୍ଧୀୟ ଅଧିକ ବିବରଣୀ ତହସିଲଦାର-ତଥା-ସ୍ୱତନ୍ତ୍ର ଭୂ-ଅର୍ଜନ ଅଧିକାରୀ, ବୋରିଗୁମ୍ମାଙ୍କ କାର୍ଯ୍ୟାଳୟରୁ ମିଳିପାରିବ । [484, 1409, 711, 1436]
table-row: ଗ୍ରାମର ନାମ ଗ୍ରାମାଞ୍ଜ/ ସହରାଞ୍ଜ ଖାତା ନଂ. ପ୍ଲଟ ନଂ. କିସମ ପୂର୍ବ ମୋଟ ଜମିର ରକବା ଅଧିଗ୍ରହଣ ହେବାକୁ ଥିବା ଜମିର ରକବା ରକବାର ନାମ [485, 581, 932, 601]
registration-dot [337, 1486, 346, 1495]
table-row: ୧୩ ବୁରୁଗୁଡ଼ା ଗ୍ରାମାଞ୍ଜ ୨୦୭ ୧୦୫୧ ଧାନ-୩ ୦.୫୯ ୦.୧୬ ରାମ ଭତ୍ରା, ପି-ସୁକ୍ରୁ; ଲଛମା ଭତ୍ରା, ସ୍ୱା-ରାମ, ସା-ବୁରୁଗୁଡ଼ା [14, 962, 461, 973]
table-row: ୧୮ କଳିଆଗୁଡ଼ା ଗ୍ରାମାଞ୍ଜ ୧୪୬ ୩୧୧ ଘରବାରି ୦.୧୯ ୦.୦୫ ରଘୁ ପରଜା, ପି-ସମରୁ; ଈଶ୍ୱର ପରଜା, ପି-ସମରୁ, ସା-କଳିଆଗୁଡ଼ା [485, 1047, 932, 1058]
order-signature [340, 705, 461, 726]
table-row: କଳିଆଗୁଡ଼ା ଗ୍ରାମାଞ୍ଜ — — ସମସ୍ତ କିସମ — ୪୧.୯୪୧ ଏକର ଏଯାବତ୍ ସମସ୍ତ ରକବା [485, 612, 932, 632]
table-row: ୨୫ ବୁରୁଗୁଡ଼ା ଗ୍ରାମାଞ୍ଜ ୭୨ ୧୧୨୫ ଧାନ-୨ ୦.୬୬ ୦.୨୨ ଚୈତନ ଭୂମିଆ, ପି-ସମରୁ, ସା-ବୁରୁଗୁଡ଼ା [14, 1100, 461, 1111]
table-row: ୨୩ ବୁରୁଗୁଡ଼ା ଗ୍ରାମାଞ୍ଜ ୨୫ ୧୧୧୨ ଧାନ-୩ ୦.୭୮ ୦.୨୬ ରାମ ଭତ୍ରା, ପି-ସୁକ୍ରୁ; ଲଛମା ଭତ୍ରା, ସ୍ୱା-ରାମ, ସା-ବୁରୁଗୁଡ଼ା [14, 1077, 461, 1088]
anniversary-logo [14, 4, 64, 54]
registration-dot [754, 1486, 763, 1495]
schedule-a-subtitle: (ପ୍ରସ୍ତାବିତ ଭୂମି ଅଧିଗ୍ରହଣ ଅନୁସୂଚୀ) [178, 546, 296, 556]
article-hindu-sammilani [4, 60, 230, 366]
notice-footnote: ବିଶେଷ ଦ୍ରଷ୍ଟବ୍ୟ: ଭୂମି ଅନୁସୂଚୀ ସମ୍ବନ୍ଧୀୟ ଅଧିକ ବିବରଣୀ ତହସିଲଦାର-ତଥା-ସ୍ୱତନ୍ତ୍ର ଭୂ-ଅର୍ଜନ ଅଧିକାରୀ, ବୋରିଗୁମ୍ମାଙ୍କ କାର୍ଯ୍ୟାଳୟରୁ ମିଳିପାରିବ । [13, 1418, 240, 1436]
table-row: ୪ ବୁରୁଗୁଡ଼ା ଗ୍ରାମାଞ୍ଜ ୨୯ ୧୦୦୨ ପଦର ୦.୩୨ ୦.୦୮ ସରକାରୀ ଅନାବାଦୀ, ମାରଫତ-ତହସିଲଦାର, ବୋରିଗୁମ୍ମା [14, 859, 461, 870]
table-row: ୨୪ କଳିଆଗୁଡ଼ା ଗ୍ରାମାଞ୍ଜ ୭୮ ୩୪୭ ଧାନ-୨ ୧.୦୯ ୦.୩୮ ମଙ୍ଗଳୁ ଭତ୍ରା, ପି-ଦୁର୍ଯୋ; ସୁନାଧର ଭତ୍ରା, ପି-ଦୁର୍ଯୋ, ସା-କଳିଆଗୁଡ଼ା [485, 1116, 932, 1136]
table-row: ୧୭ କଳିଆଗୁଡ଼ା ଗ୍ରାମାଞ୍ଜ ୩୧ ୩୦୫ ଧାନ-୩ ୧.୫୩ ୦.୫୫ ଶ୍ରୀନିବାସ ରଣା, ପି-ଦୟାନିଧି, ସା-କଳିଆଗୁଡ଼ା [485, 1036, 932, 1047]
article-headline: ଚଞ୍ଚୁଆରେ ହିନ୍ଦୁ ସମ୍ମିଳନୀ [16, 64, 218, 89]
office-title: ଜିଲ୍ଲାପାଳଙ୍କ କାର୍ଯ୍ୟାଳୟ, କୋରାପୁଟ [555, 394, 861, 418]
table-row: ୧୧ ବୁରୁଗୁଡ଼ା ଗ୍ରାମାଞ୍ଜ ୮୨ ୧୦୪୨ ଧାନ-୨ ୦.୯୧ ୦.୨୭ ଦାସୁ ପୂଜାରୀ, ପି-ଲଚ୍ଛନ, ଜାତି-ଭୂମିଆ, ସା-ବୁରୁଗୁଡ଼ା [14, 939, 461, 950]
